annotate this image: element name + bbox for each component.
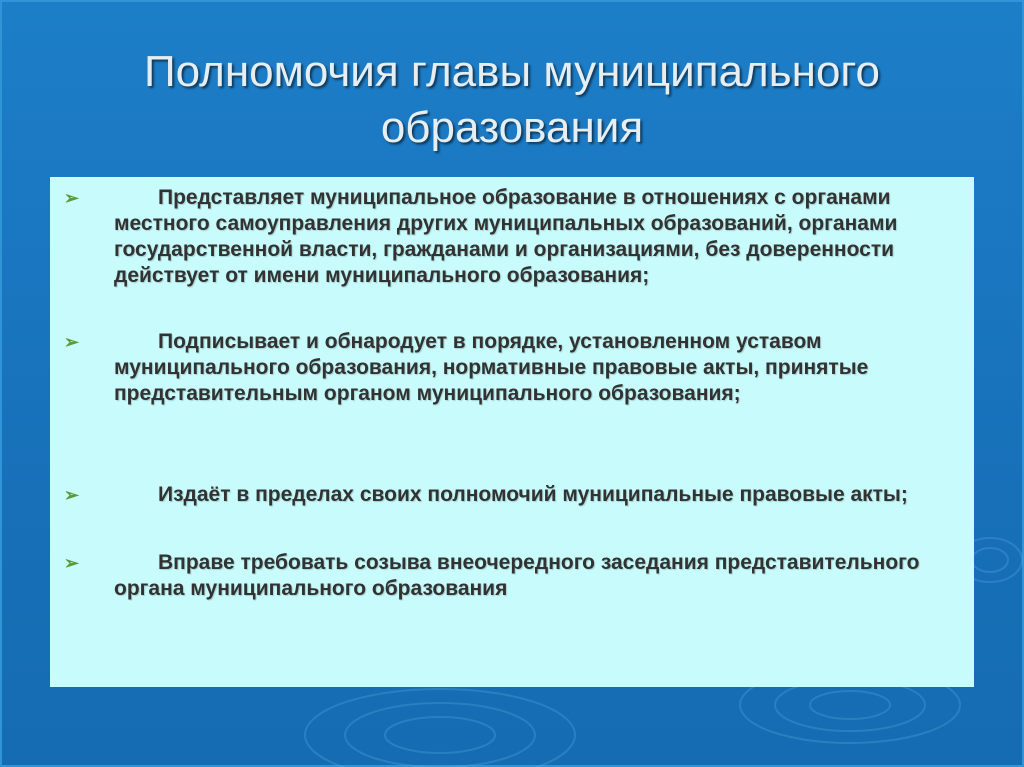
bullet-text: Издаёт в пределах своих полномочий муниципальные правовые акты; [158, 483, 908, 506]
arrow-bullet-icon: ➢ [64, 485, 80, 505]
bullet-item-convene-session [64, 550, 960, 602]
arrow-bullet-icon: ➢ [64, 332, 80, 352]
bullet-text: Представляет муниципальное образование в отношениях с органами местного самоуправления других муниципальных образований, органами государственной власти, гражданами и организациями, без доверенности действует от имени муниципального образования; [114, 186, 898, 287]
content-box [50, 177, 974, 687]
arrow-bullet-icon: ➢ [64, 553, 80, 573]
bullet-item-represents [64, 185, 960, 289]
slide-title: Полномочия главы муниципального образования [144, 47, 880, 152]
arrow-bullet-icon: ➢ [64, 188, 80, 208]
bullet-item-issues-acts [64, 482, 960, 508]
bullet-text: Вправе требовать созыва внеочередного заседания представительного органа муниципального образования [114, 551, 920, 600]
bullet-text: Подписывает и обнародует в порядке, установленном уставом муниципального образования, нормативные правовые акты, принятые представительным органом муниципального образования; [114, 330, 869, 405]
bullet-item-signs [64, 329, 960, 407]
